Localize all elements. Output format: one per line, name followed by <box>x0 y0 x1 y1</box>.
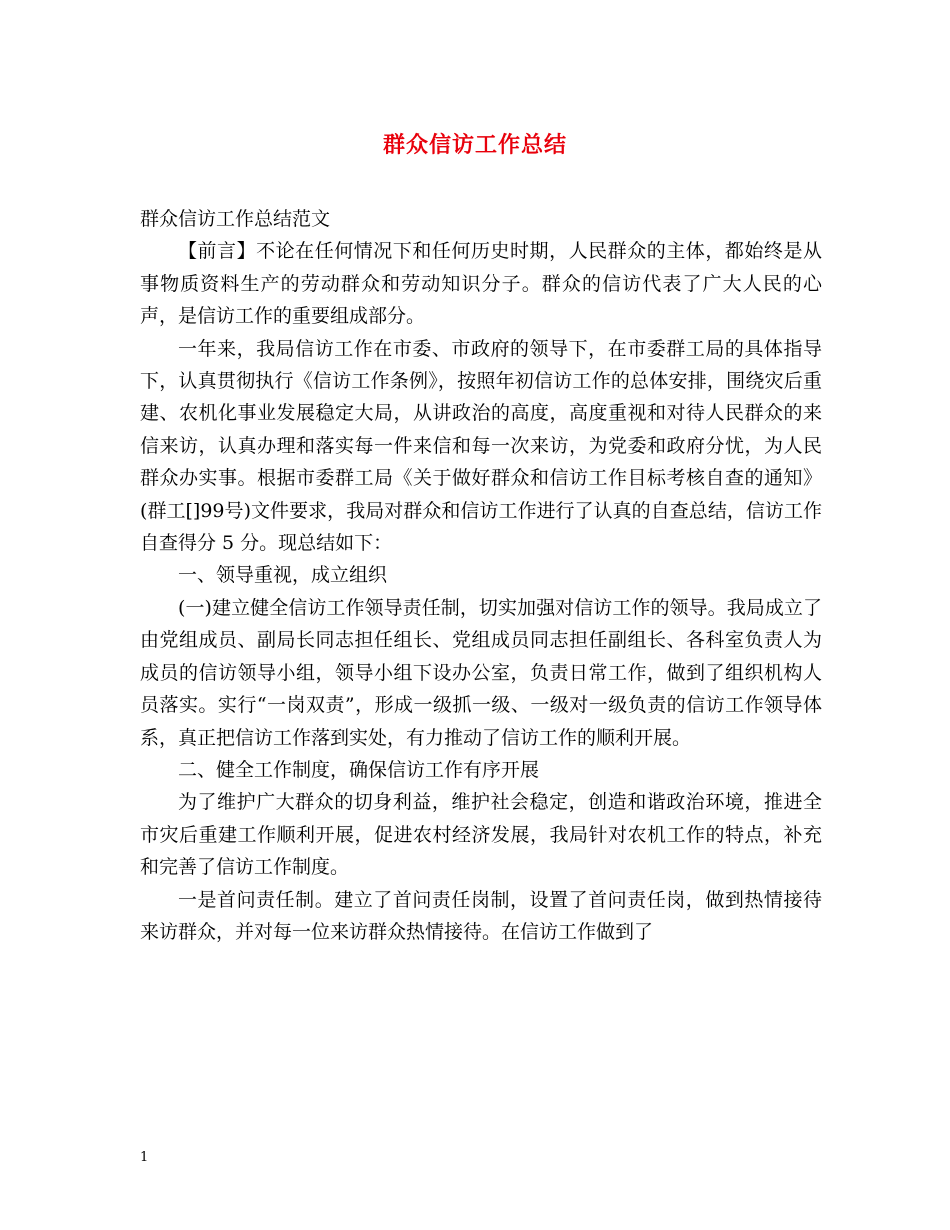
body-paragraph: 一年来，我局信访工作在市委、市政府的领导下，在市委群工局的具体指导下，认真贯彻执行《信访工作条例》，按照年初信访工作的总体安排，围绕灾后重建、农机化事业发展稳定大局，从讲政治的高度，高度重视和对待人民群众的来信来访，认真办理和落实每一件来信和每一次来访，为党委和政府分忧，为人民群众办实事。根据市委群工局《关于做好群众和信访工作目标考核自查的通知》(群工[]99号)文件要求，我局对群众和信访工作进行了认真的自查总结，信访工作自查得分 5 分。现总结如下： <box>140 337 822 555</box>
section-heading: 二、健全工作制度，确保信访工作有序开展 <box>178 758 540 781</box>
section-heading: 一、领导重视，成立组织 <box>178 564 388 587</box>
document-body <box>140 203 822 948</box>
body-paragraph: 【前言】不论在任何情况下和任何历史时期，人民群众的主体，都始终是从事物质资料生产的劳动群众和劳动知识分子。群众的信访代表了广大人民的心声，是信访工作的重要组成部分。 <box>140 240 822 328</box>
page-number: 1 <box>140 1150 149 1165</box>
body-paragraph: 为了维护广大群众的切身利益，维护社会稳定，创造和谐政治环境，推进全市灾后重建工作顺利开展，促进农村经济发展，我局针对农机工作的特点，补充和完善了信访工作制度。 <box>140 791 822 879</box>
document-title: 群众信访工作总结 <box>382 133 567 158</box>
subtitle-paragraph: 群众信访工作总结范文 <box>140 208 331 230</box>
body-paragraph: (一)建立健全信访工作领导责任制，切实加强对信访工作的领导。我局成立了由党组成员、副局长同志担任组长、党组成员同志担任副组长、各科室负责人为成员的信访领导小组，领导小组下设办公室，负责日常工作，做到了组织机构人员落实。实行“一岗双责”，形成一级抓一级、一级对一级负责的信访工作领导体系，真正把信访工作落到实处，有力推动了信访工作的顺利开展。 <box>140 596 822 749</box>
body-paragraph: 一是首问责任制。建立了首问责任岗制，设置了首问责任岗，做到热情接待来访群众，并对每一位来访群众热情接待。在信访工作做到了 <box>140 888 822 943</box>
